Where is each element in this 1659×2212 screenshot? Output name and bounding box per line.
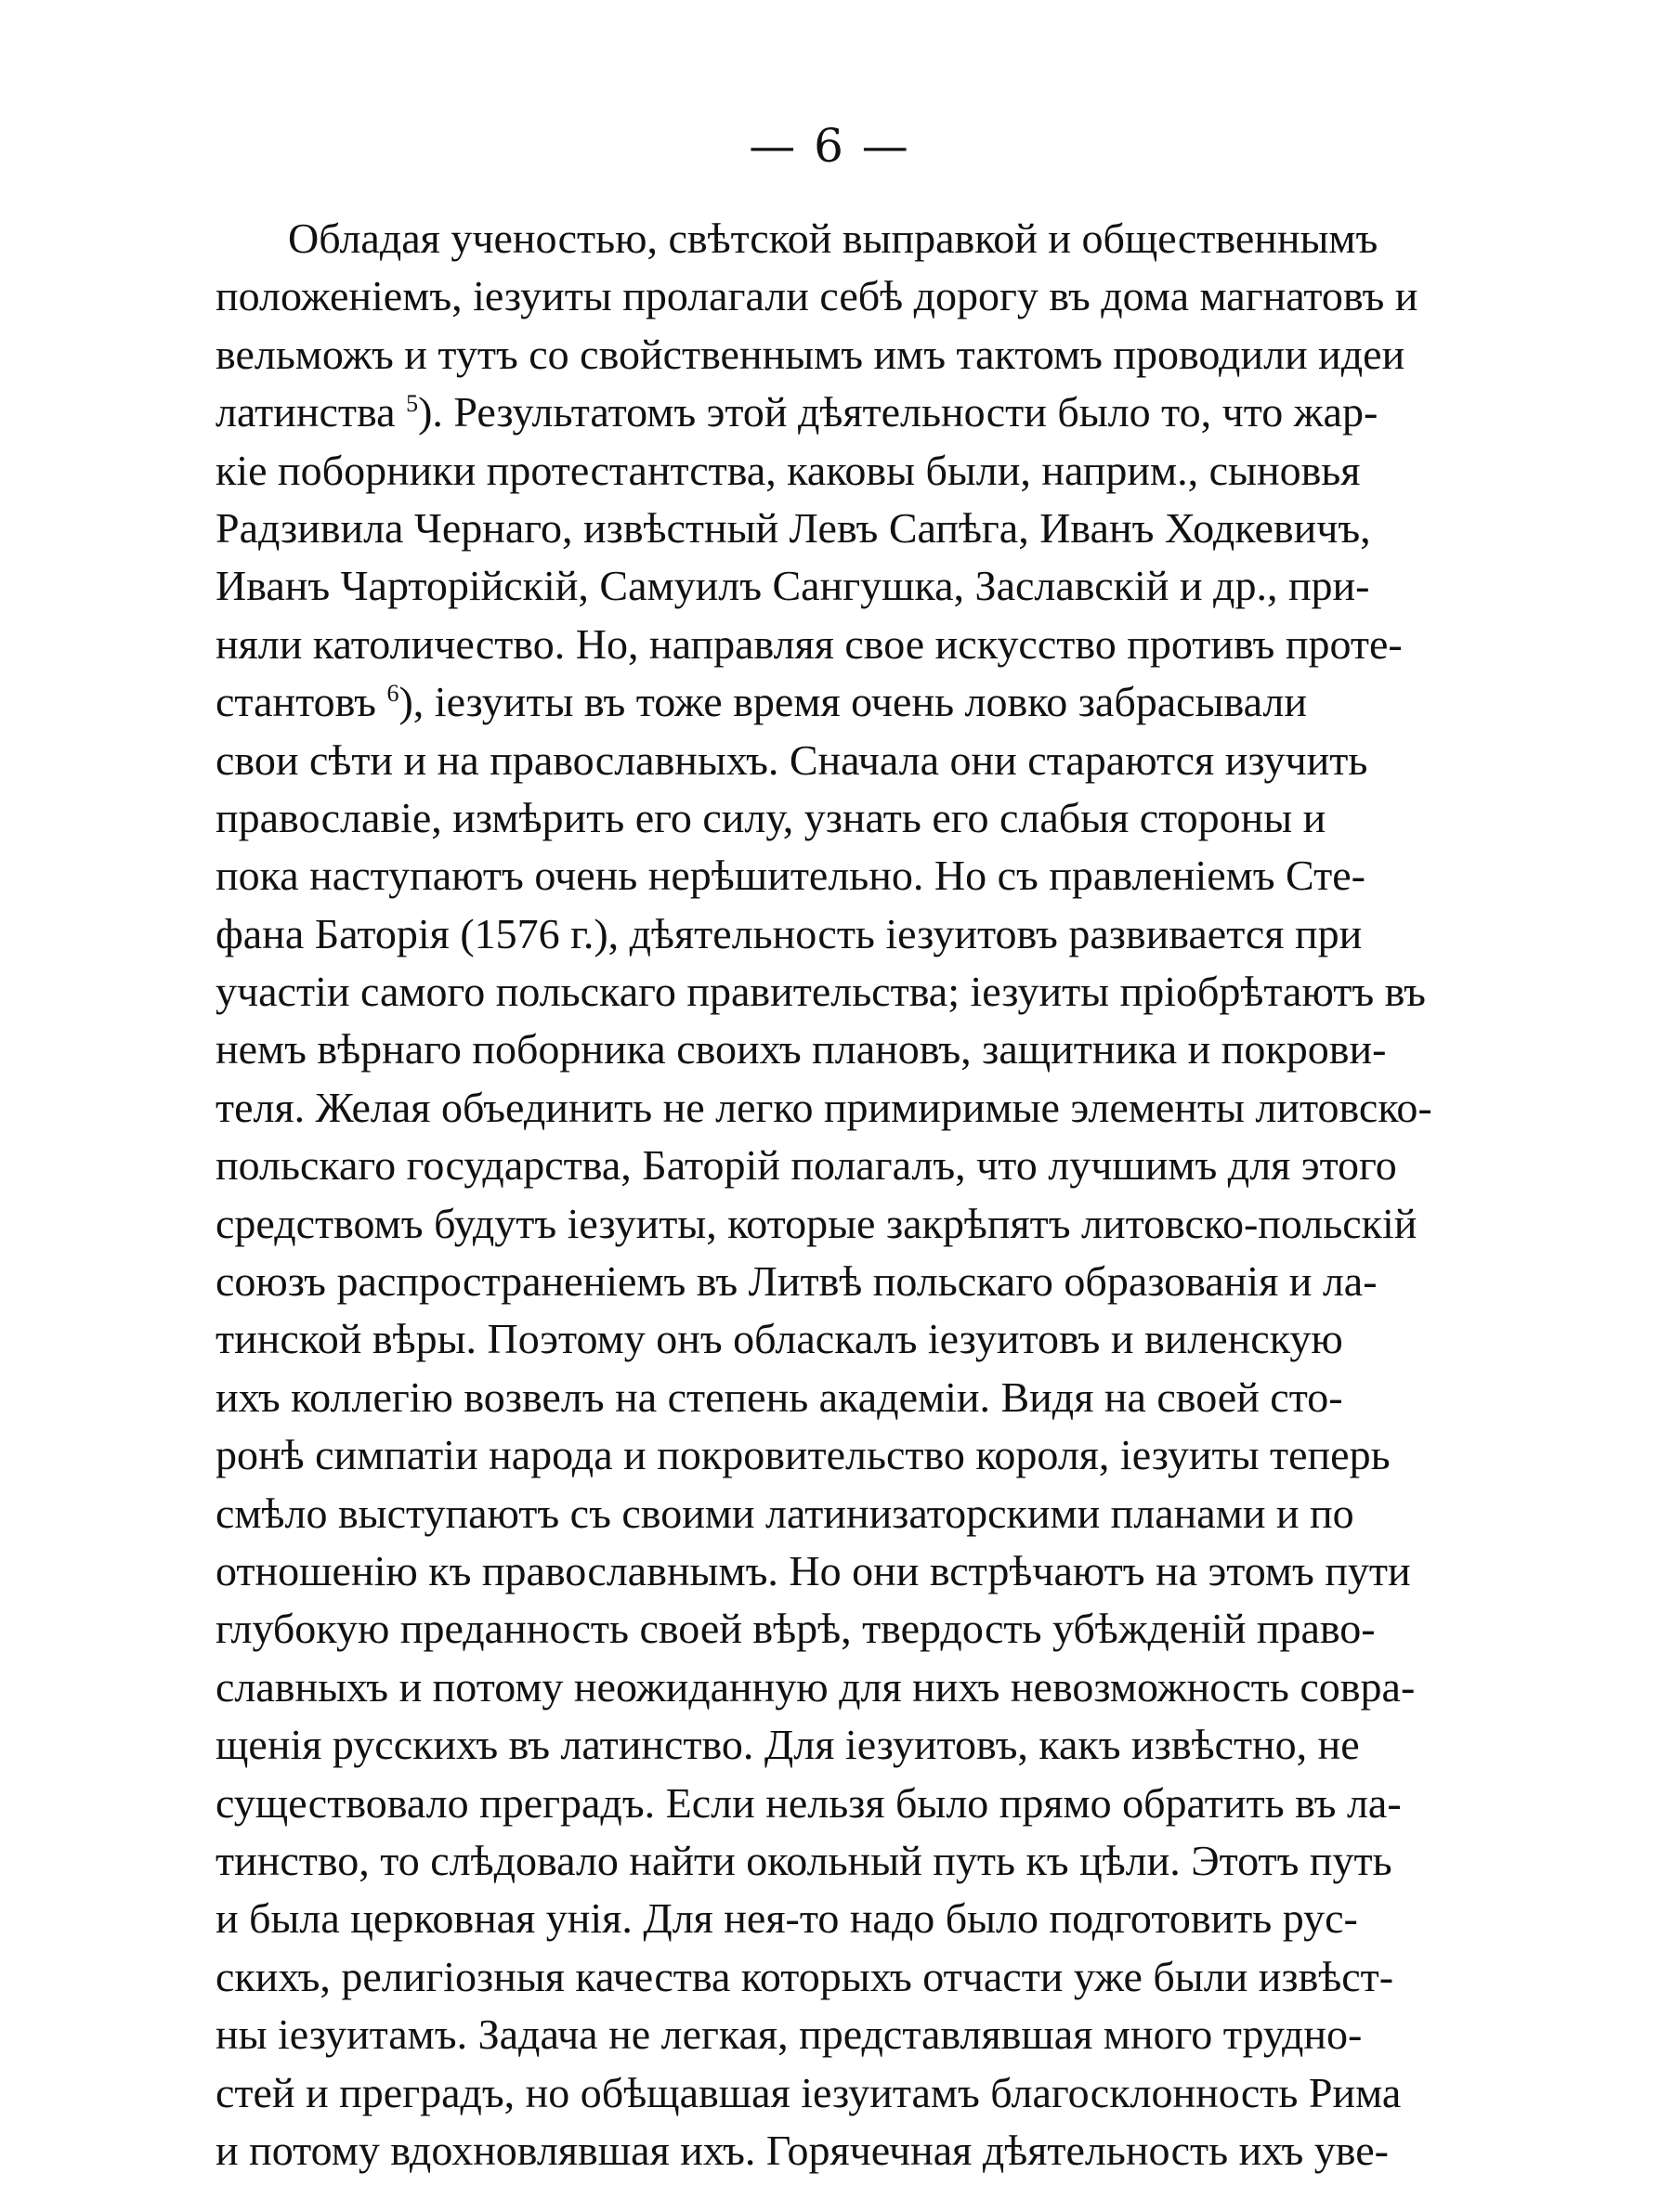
text-line: участiи самого польскаго правительства; iезуиты прiобрѣтаютъ въ [216,968,1426,1016]
text-fragment: ), iезуиты въ тоже время очень ловко забрасывали [398,678,1307,726]
text-line [216,673,1421,731]
text-line: существовало преградъ. Если нельзя было прямо обратить въ ла- [216,1778,1402,1827]
text-fragment: ). Результатомъ этой дѣятельности было то, что жар- [418,388,1378,436]
text-line: немъ вѣрнаго поборника своихъ плановъ, защитника и покрови- [216,1025,1387,1073]
text-line: ихъ коллегiю возвелъ на степень академiи. Видя на своей сто- [216,1373,1343,1421]
body-text [216,210,1432,2179]
text-line: теля. Желая объединить не легко примиримые элементы литовско- [216,1083,1432,1131]
text-line: союзъ распространенiемъ въ Литвѣ польскаго образованiя и ла- [216,1257,1378,1306]
page-number: — 6 — [749,119,910,173]
text-line: православiе, измѣрить его силу, узнать его слабыя стороны и [216,793,1326,841]
text-line: тинство, то слѣдовало найти окольный путь къ цѣли. Этотъ путь [216,1836,1392,1884]
text-line: пока наступаютъ очень нерѣшительно. Но съ правленiемъ Сте- [216,852,1365,900]
text-fragment: стантовъ [216,678,376,726]
text-line: ны iезуитамъ. Задача не легкая, представлявшая много трудно- [216,2010,1363,2059]
text-line: глубокую преданность своей вѣрѣ, твердость убѣжденiй право- [216,1605,1376,1653]
text-line: Радзивила Чернаго, извѣстный Левъ Сапѣга, Иванъ Ходкевичъ, [216,503,1371,552]
text-line: кiе поборники протестантства, каковы были, наприм., сыновья [216,446,1361,494]
footnote-ref: 6 [386,680,399,708]
text-line: польскаго государства, Баторiй полагалъ, что лучшимъ для этого [216,1141,1397,1190]
text-line: положенiемъ, iезуиты пролагали себѣ дорогу въ дома магнатовъ и [216,272,1418,320]
text-line: няли католичество. Но, направляя свое искусство противъ проте- [216,619,1403,668]
text-fragment: латинства [216,388,396,436]
text-line: и была церковная унiя. Для нея-то надо было подготовить рус- [216,1894,1358,1943]
text-line: свои сѣти и на православныхъ. Сначала они стараются изучить [216,735,1368,784]
text-line: щенiя русскихъ въ латинство. Для iезуитовъ, какъ извѣстно, не [216,1721,1360,1769]
text-line: Иванъ Чарторiйскiй, Самуилъ Сангушка, Заславскiй и др., при- [216,562,1370,610]
text-line: отношенiю къ православнымъ. Но они встрѣчаютъ на этомъ пути [216,1546,1411,1594]
text-line: скихъ, религiозныя качества которыхъ отчасти уже были извѣст- [216,1952,1394,2000]
text-line [216,384,1421,441]
text-line: средствомъ будутъ iезуиты, которые закрѣпятъ литовско-польскiй [216,1199,1417,1247]
text-line: фана Баторiя (1576 г.), дѣятельность iезуитовъ развивается при [216,909,1363,957]
text-line: смѣло выступаютъ съ своими латинизаторскими планами и по [216,1489,1354,1537]
text-line: и потому вдохновлявшая ихъ. Горячечная дѣятельность ихъ уве- [216,2126,1389,2174]
text-line: Обладая ученостью, свѣтской выправкой и общественнымъ [288,215,1378,262]
text-line: тинской вѣры. Поэтому онъ обласкалъ iезуитовъ и виленскую [216,1315,1343,1363]
text-line: ронѣ симпатiи народа и покровительство короля, iезуиты теперь [216,1431,1391,1479]
text-line: славныхъ и потому неожиданную для нихъ невозможность совра- [216,1662,1416,1711]
text-line: вельможъ и тутъ со свойственнымъ имъ тактомъ проводили идеи [216,330,1405,378]
text-line: стей и преградъ, но обѣщавшая iезуитамъ благосклонность Рима [216,2068,1402,2116]
footnote-ref: 5 [406,390,419,418]
